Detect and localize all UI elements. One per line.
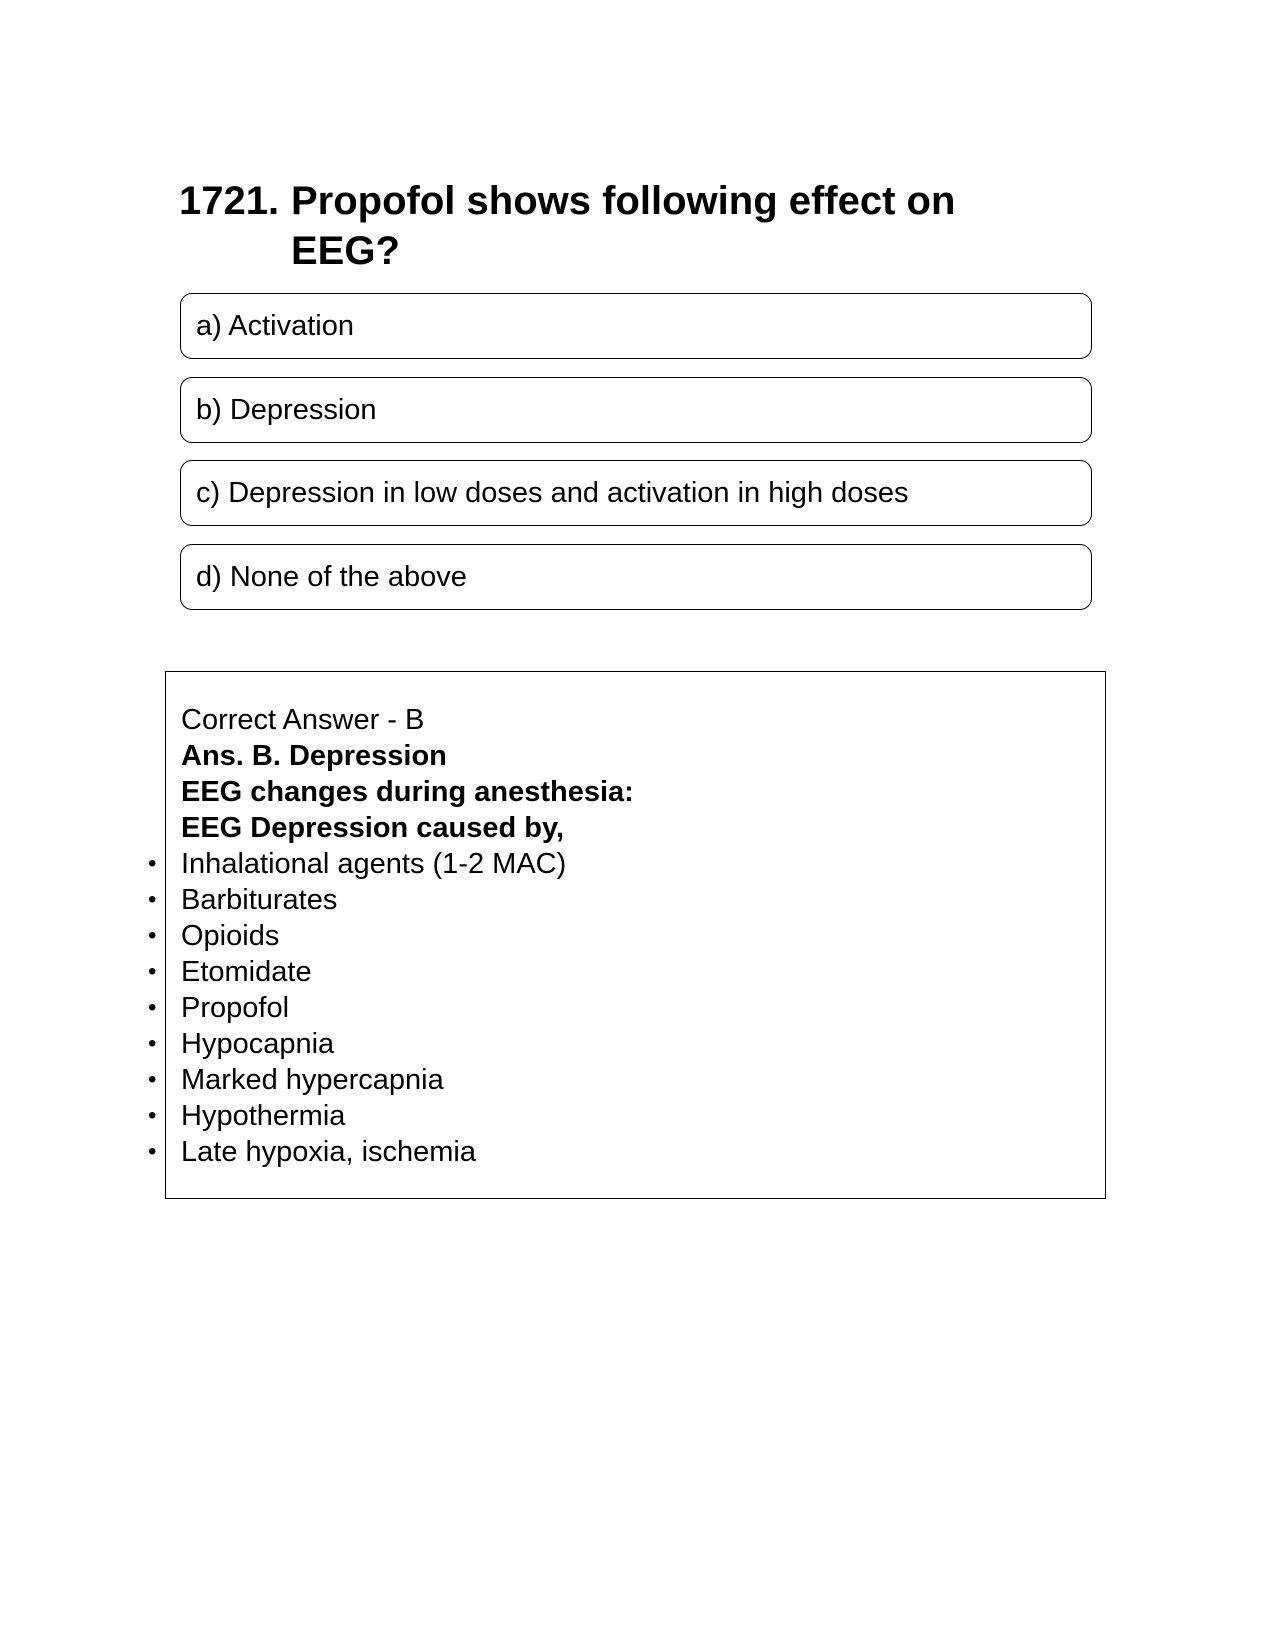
- list-item-text: Hypothermia: [181, 1100, 346, 1132]
- list-item: [148, 846, 634, 882]
- option-c-label: c) Depression in low doses and activation in high doses: [196, 477, 909, 509]
- list-item-text: Opioids: [181, 920, 280, 952]
- list-item: [148, 1026, 634, 1062]
- bullet-icon: •: [148, 850, 157, 877]
- list-item: [148, 882, 634, 918]
- eeg-depression-heading: EEG Depression caused by,: [181, 812, 565, 844]
- list-item-text: Inhalational agents (1-2 MAC): [181, 848, 567, 880]
- option-d[interactable]: [180, 544, 1092, 610]
- option-a-label: a) Activation: [196, 310, 354, 342]
- list-item: [148, 1134, 634, 1170]
- option-b[interactable]: [180, 377, 1092, 443]
- answer-explanation: [148, 702, 634, 1170]
- list-item-text: Hypocapnia: [181, 1028, 335, 1060]
- question-text: Propofol shows following effect on EEG?: [291, 179, 956, 273]
- bullet-icon: •: [148, 1066, 157, 1093]
- bullet-icon: •: [148, 1030, 157, 1057]
- list-item: [148, 990, 634, 1026]
- option-a[interactable]: [180, 293, 1092, 359]
- list-item: [148, 1062, 634, 1098]
- bullet-icon: •: [148, 994, 157, 1021]
- question-heading: [179, 176, 1019, 276]
- list-item: [148, 918, 634, 954]
- option-b-label: b) Depression: [196, 394, 377, 426]
- answer-title: Ans. B. Depression: [181, 740, 447, 772]
- option-c[interactable]: [180, 460, 1092, 526]
- bullet-icon: •: [148, 886, 157, 913]
- bullet-icon: •: [148, 1138, 157, 1165]
- option-d-label: d) None of the above: [196, 561, 467, 593]
- bullet-icon: •: [148, 1102, 157, 1129]
- bullet-icon: •: [148, 958, 157, 985]
- cause-list: [148, 846, 634, 1170]
- list-item-text: Etomidate: [181, 956, 312, 988]
- question-number: 1721.: [179, 179, 280, 223]
- list-item-text: Propofol: [181, 992, 290, 1024]
- eeg-changes-heading: EEG changes during anesthesia:: [181, 776, 634, 808]
- list-item-text: Marked hypercapnia: [181, 1064, 444, 1096]
- list-item-text: Late hypoxia, ischemia: [181, 1136, 476, 1168]
- list-item: [148, 1098, 634, 1134]
- correct-answer-line: Correct Answer - B: [181, 704, 425, 736]
- bullet-icon: •: [148, 922, 157, 949]
- list-item: [148, 954, 634, 990]
- list-item-text: Barbiturates: [181, 884, 338, 916]
